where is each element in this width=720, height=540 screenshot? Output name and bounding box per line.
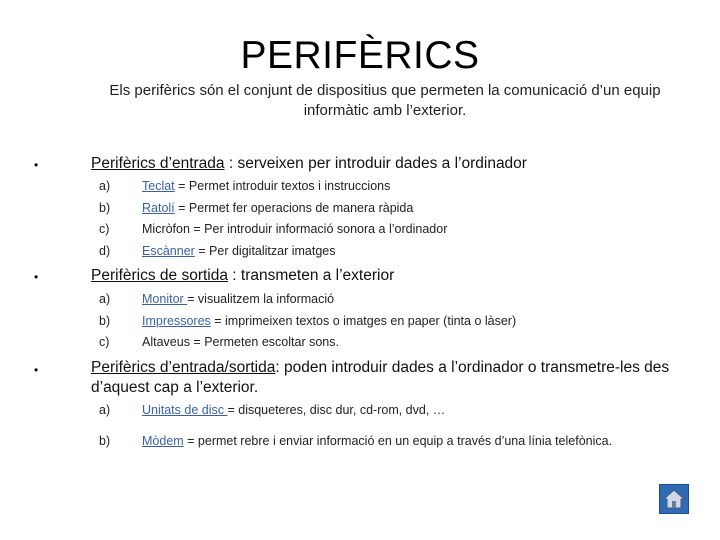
item-letter: c) xyxy=(99,335,110,349)
home-icon xyxy=(663,489,685,509)
item-link[interactable]: Monitor xyxy=(142,292,188,306)
item-letter: c) xyxy=(99,222,110,236)
heading-term: Perifèrics de sortida xyxy=(91,267,228,284)
heading-desc: : transmeten a l’exterior xyxy=(227,267,395,284)
intro-text: Els perifèrics són el conjunt de dispositius que permeten la comunicació d’un equip informàtic amb l’exterior. xyxy=(109,82,661,119)
item-link[interactable]: Mòdem xyxy=(142,434,184,448)
page-title: PERIFÈRICS xyxy=(240,34,480,77)
heading-desc: : serveixen per introduir dades a l’ordinador xyxy=(224,155,527,172)
item-desc: = Permet fer operacions de manera ràpida xyxy=(174,201,414,215)
heading-desc: : poden introduir dades a l’ordinador o transmetre-les des d’aquest cap a l’exterior. xyxy=(91,359,670,396)
bullet: • xyxy=(34,363,39,377)
bullet: • xyxy=(34,158,39,172)
item-letter: a) xyxy=(99,403,111,417)
list-item: Altaveus = Permeten escoltar sons. xyxy=(142,335,339,349)
section-heading xyxy=(91,358,681,398)
item-letter: b) xyxy=(99,314,111,328)
list-item xyxy=(142,434,612,448)
section-heading xyxy=(91,154,527,174)
item-letter: b) xyxy=(99,434,111,448)
item-letter: a) xyxy=(99,179,111,193)
list-item xyxy=(142,179,390,193)
item-desc: = disqueteres, disc dur, cd-rom, dvd, … xyxy=(227,403,446,417)
item-desc: = imprimeixen textos o imatges en paper (tinta o làser) xyxy=(210,314,517,328)
list-item xyxy=(142,292,334,306)
heading-term: Perifèrics d’entrada/sortida xyxy=(91,359,276,376)
heading-term: Perifèrics d’entrada xyxy=(91,155,225,172)
item-letter: a) xyxy=(99,292,111,306)
home-button[interactable] xyxy=(659,484,689,514)
list-item: Micròfon = Per introduir informació sonora a l’ordinador xyxy=(142,222,448,236)
item-desc: = permet rebre i enviar informació en un equip a través d’una línia telefònica. xyxy=(183,434,613,448)
item-link[interactable]: Unitats de disc xyxy=(142,403,228,417)
bullet: • xyxy=(34,270,39,284)
item-letter: d) xyxy=(99,244,111,258)
list-item xyxy=(142,244,336,258)
item-desc: = Per digitalitzar imatges xyxy=(194,244,336,258)
item-desc: = visualitzem la informació xyxy=(187,292,335,306)
list-item xyxy=(142,201,413,215)
item-link[interactable]: Escànner xyxy=(142,244,195,258)
list-item xyxy=(142,403,445,417)
item-desc: = Permet introduir textos i instruccions xyxy=(174,179,391,193)
item-link[interactable]: Impressores xyxy=(142,314,211,328)
item-link[interactable]: Ratolí xyxy=(142,201,175,215)
list-item xyxy=(142,314,516,328)
item-link[interactable]: Teclat xyxy=(142,179,175,193)
item-letter: b) xyxy=(99,201,111,215)
section-heading xyxy=(91,266,394,286)
